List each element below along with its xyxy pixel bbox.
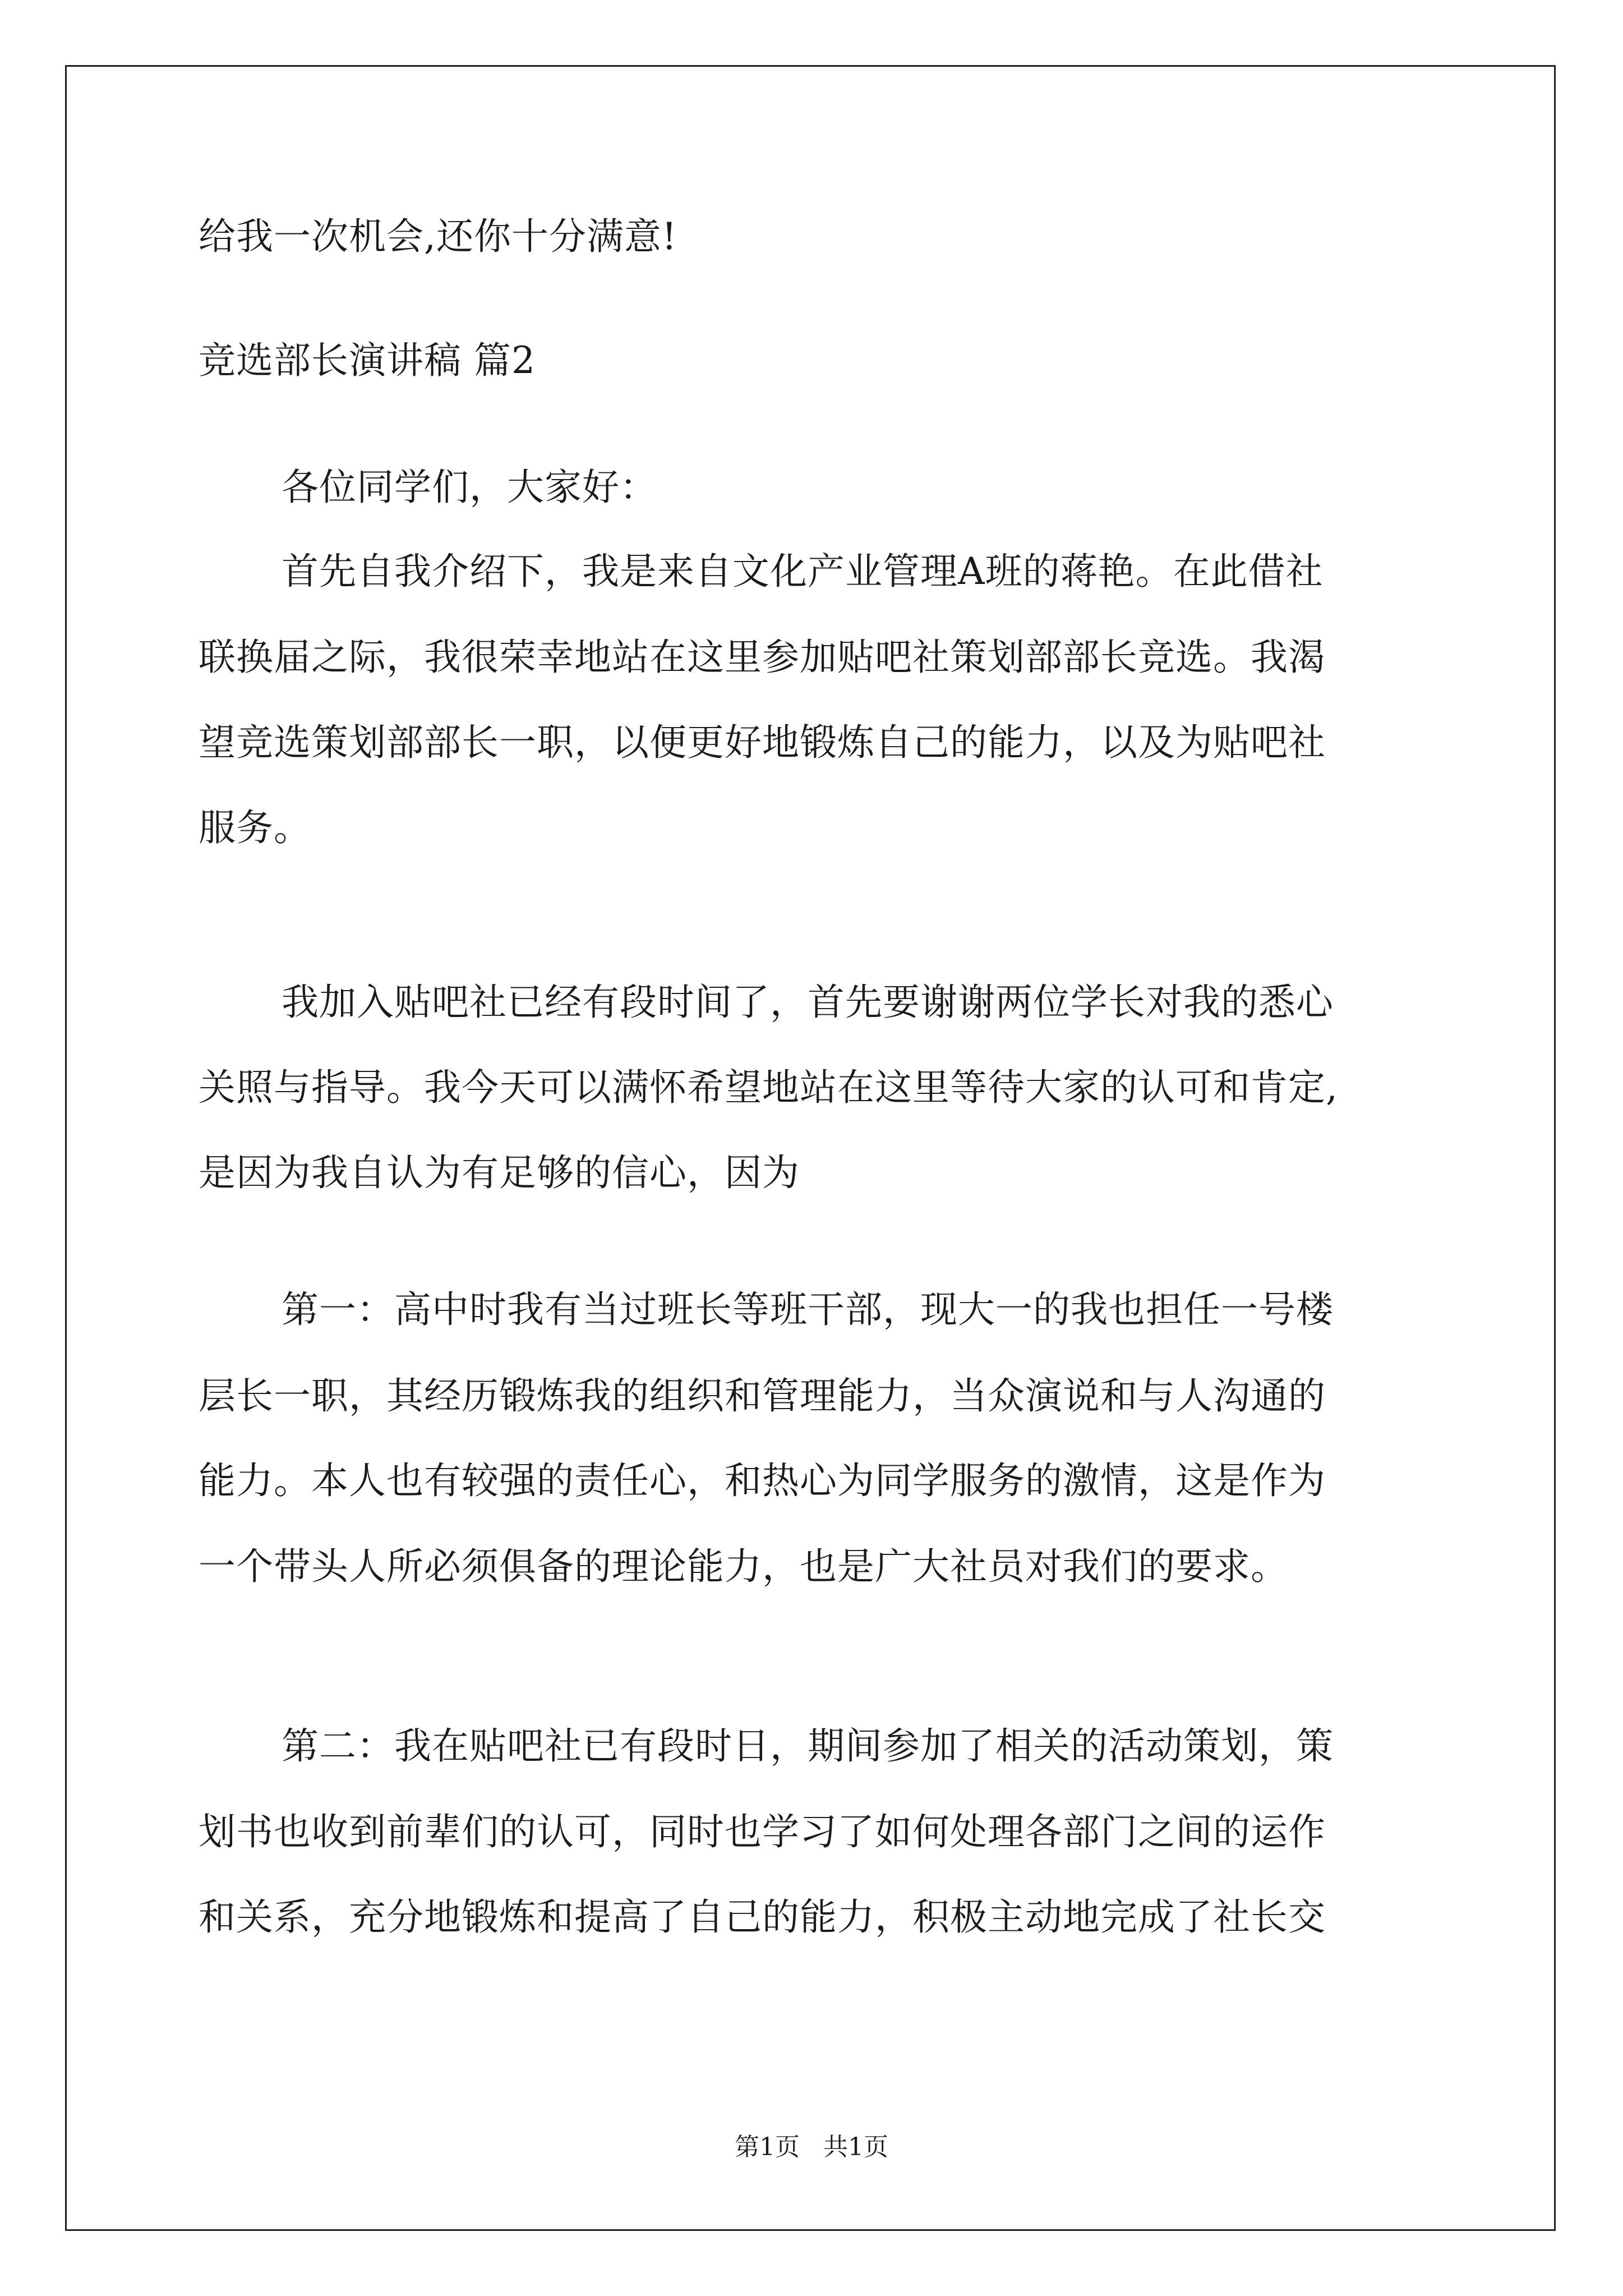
text-line: 划书也收到前辈们的认可，同时也学习了如何处理各部门之间的运作 [199,1810,1326,1853]
text-line: 关照与指导。我今天可以满怀希望地站在这里等待大家的认可和肯定, [199,1066,1338,1109]
section-heading: 竞选部长演讲稿 篇2 [199,339,536,382]
text-line: 和关系，充分地锻炼和提高了自己的能力，积极主动地完成了社长交 [199,1895,1326,1939]
text-line: 第一：高中时我有当过班长等班干部，现大一的我也担任一号楼 [282,1288,1334,1331]
page-footer: 第1页 共1页 [735,2133,888,2161]
text-line: 望竞选策划部部长一职，以便更好地锻炼自己的能力，以及为贴吧社 [199,721,1326,764]
text-line: 是因为我自认为有足够的信心，因为 [199,1151,800,1194]
text-line: 我加入贴吧社已经有段时间了，首先要谢谢两位学长对我的悉心 [282,981,1334,1024]
text-line: 给我一次机会,还你十分满意! [199,215,677,258]
text-line: 层长一职，其经历锻炼我的组织和管理能力，当众演说和与人沟通的 [199,1374,1326,1418]
text-line: 第二：我在贴吧社已有段时日，期间参加了相关的活动策划，策 [282,1724,1334,1768]
text-line: 联换届之际，我很荣幸地站在这里参加贴吧社策划部部长竞选。我渴 [199,636,1326,679]
text-line: 一个带头人所必须俱备的理论能力，也是广大社员对我们的要求。 [199,1545,1288,1588]
text-line: 能力。本人也有较强的责任心，和热心为同学服务的激情，这是作为 [199,1459,1326,1502]
text-line: 首先自我介绍下，我是来自文化产业管理A班的蒋艳。在此借社 [282,550,1324,593]
greeting-line: 各位同学们，大家好： [282,466,657,509]
text-line: 服务。 [199,806,311,849]
